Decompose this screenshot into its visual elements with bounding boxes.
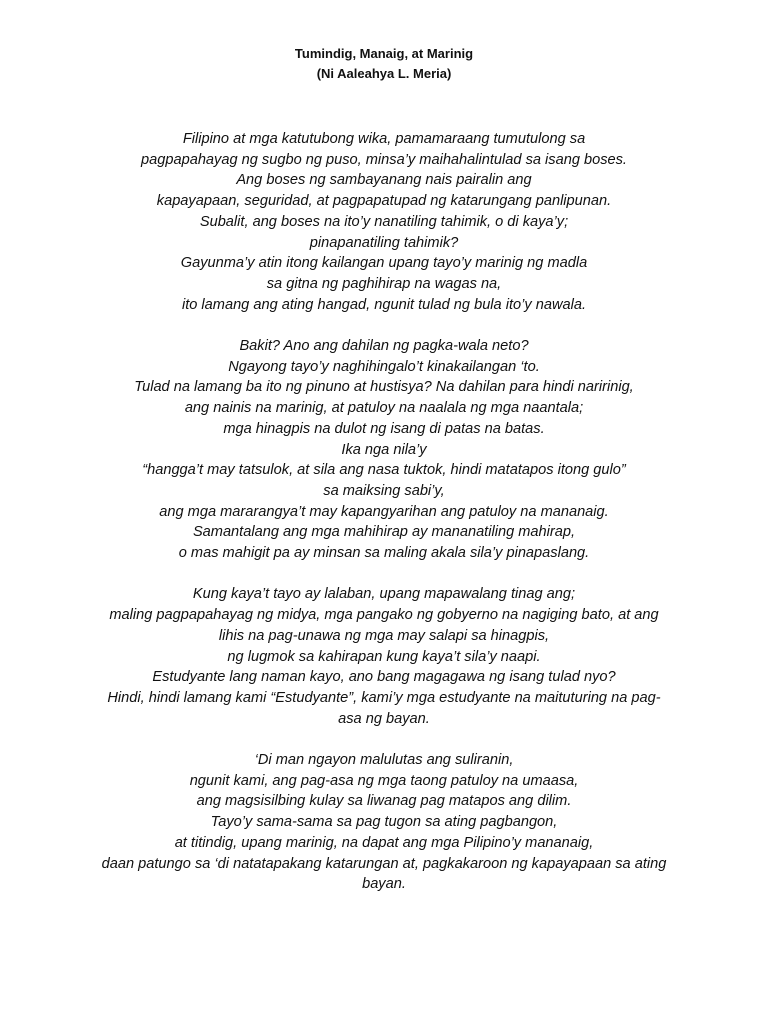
poem-line: ang magsisilbing kulay sa liwanag pag matapos ang dilim. <box>196 793 572 810</box>
poem-line: Subalit, ang boses na ito’y nanatiling tahimik, o di kaya’y; <box>199 213 569 230</box>
poem-line: Gayunma’y atin itong kailangan upang tayo’y marinig ng madla <box>180 255 588 272</box>
poem-line: Filipino at mga katutubong wika, pamamaraang tumutulong sa <box>182 131 586 147</box>
poem-line: kapayapaan, seguridad, at pagpapatupad ng katarungang panlipunan. <box>156 193 612 210</box>
poem-line: pinapanatiling tahimik? <box>309 234 459 251</box>
stanza <box>0 750 768 895</box>
poem-title: Tumindig, Manaig, at Marinig <box>294 46 474 61</box>
poem-line: sa gitna ng paghihirap na wagas na, <box>266 275 502 292</box>
title-block <box>0 44 768 84</box>
poem-line: bayan. <box>362 876 406 893</box>
poem-line: pagpapahayag ng sugbo ng puso, minsa’y maihahalintulad sa isang boses. <box>141 151 627 168</box>
poem-line: lihis na pag-unawa ng mga may salapi sa hinagpis, <box>218 627 550 644</box>
poem-line: Ika nga nila’y <box>341 441 427 458</box>
poem-line: ng lugmok sa kahirapan kung kaya’t sila’y naapi. <box>227 648 541 665</box>
poem-line: Hindi, hindi lamang kami “Estudyante”, kami’y mga estudyante na maituturing na pag- <box>107 689 661 706</box>
poem-author: (Ni Aaleahya L. Meria) <box>316 66 452 81</box>
poem-line: mga hinagpis na dulot ng isang di patas na batas. <box>223 420 545 437</box>
poem-line: Samantalang ang mga mahihirap ay mananatiling mahirap, <box>192 524 576 541</box>
poem-line: at titindig, upang marinig, na dapat ang mga Pilipino’y mananaig, <box>174 834 594 851</box>
poem-line: Ngayong tayo’y naghihingalo’t kinakailangan ‘to. <box>228 358 540 375</box>
poem-line: o mas mahigit pa ay minsan sa maling akala sila’y pinapaslang. <box>178 545 590 562</box>
poem-line: “hangga’t may tatsulok, at sila ang nasa tuktok, hindi matatapos itong gulo” <box>142 462 626 479</box>
poem-line: maling pagpapahayag ng midya, mga pangako ng gobyerno na nagiging bato, at ang <box>109 607 659 624</box>
poem-line: asa ng bayan. <box>338 710 430 727</box>
poem-line: ang nainis na marinig, at patuloy na naalala ng mga naantala; <box>184 400 584 417</box>
poem-line: sa maiksing sabi’y, <box>323 482 445 499</box>
poem-line: Ang boses ng sambayanang nais pairalin ang <box>236 172 532 189</box>
poem-line: ngunit kami, ang pag-asa ng mga taong patuloy na umaasa, <box>189 772 579 789</box>
poem-line: Estudyante lang naman kayo, ano bang magagawa ng isang tulad nyo? <box>152 669 616 686</box>
poem-line: Tulad na lamang ba ito ng pinuno at hustisya? Na dahilan para hindi naririnig, <box>134 379 634 396</box>
poem-line: Tayo’y sama-sama sa pag tugon sa ating pagbangon, <box>210 814 558 831</box>
stanza <box>0 584 768 729</box>
poem-line: daan patungo sa ‘di natatapakang katarungan at, pagkakaroon ng kapayapaan sa ating <box>101 855 667 872</box>
poem-line: Bakit? Ano ang dahilan ng pagka-wala neto? <box>239 338 529 355</box>
stanza <box>0 129 768 315</box>
poem-body <box>0 129 768 916</box>
poem-line: ‘Di man ngayon malulutas ang suliranin, <box>254 752 514 769</box>
poem-line: ang mga mararangya’t may kapangyarihan ang patuloy na mananaig. <box>159 503 609 520</box>
stanza <box>0 336 768 564</box>
poem-line: Kung kaya’t tayo ay lalaban, upang mapawalang tinag ang; <box>192 586 576 603</box>
poem-line: ito lamang ang ating hangad, ngunit tulad ng bula ito’y nawala. <box>181 296 587 313</box>
